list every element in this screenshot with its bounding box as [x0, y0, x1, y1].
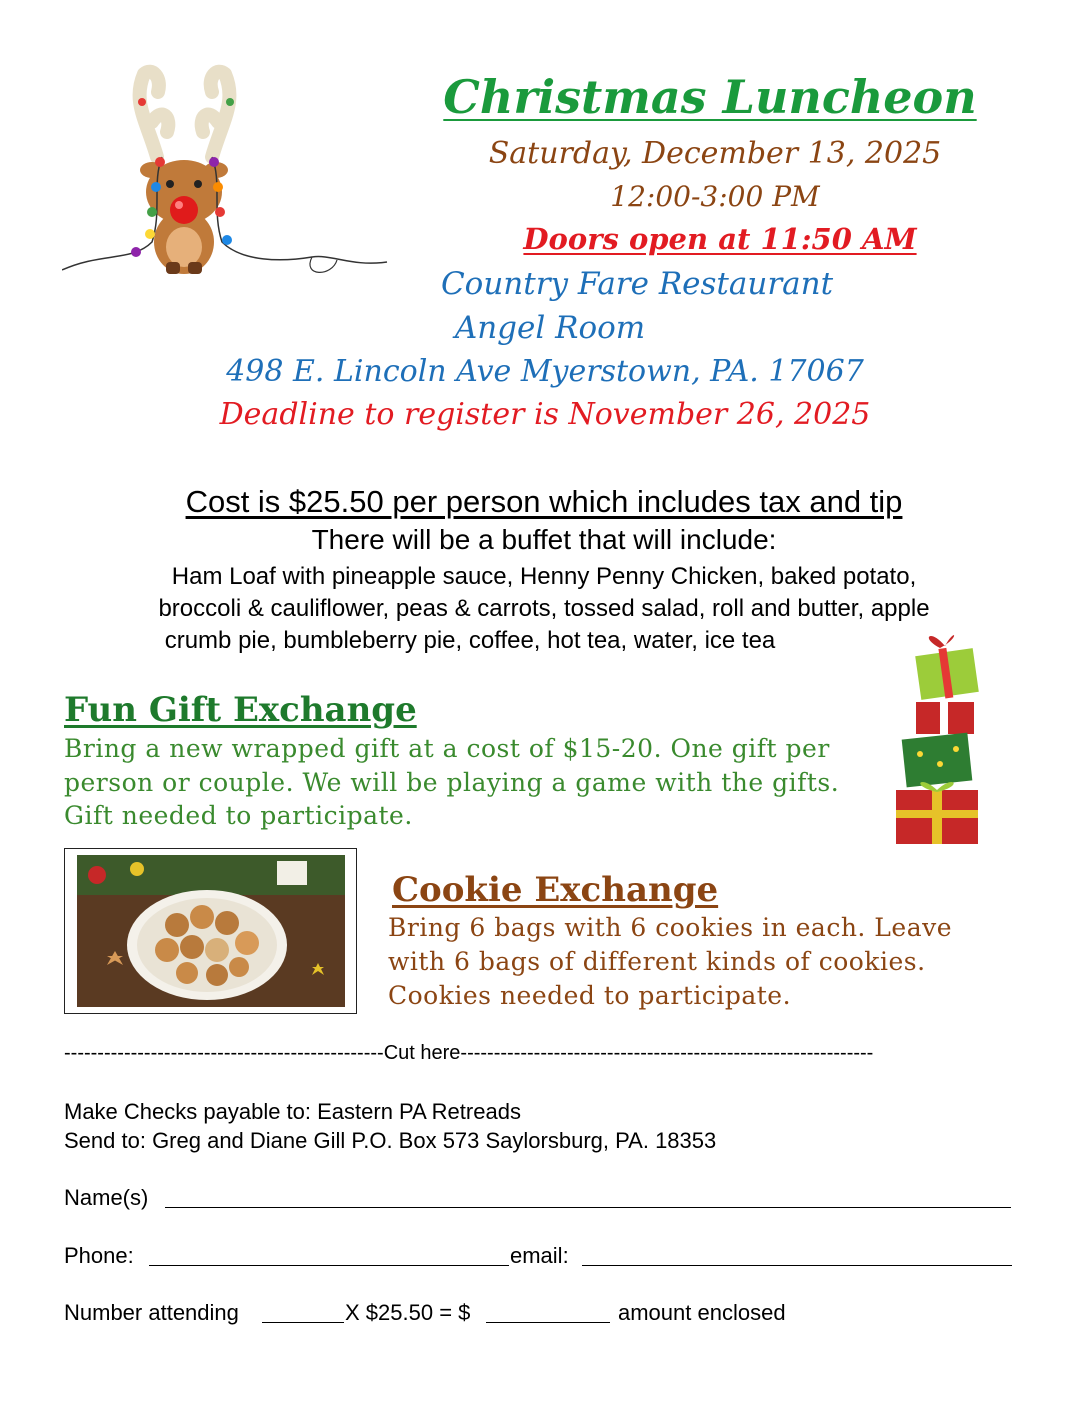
event-time: 12:00-3:00 PM	[610, 180, 820, 213]
cookie-photo-frame	[64, 848, 357, 1014]
phone-field[interactable]	[149, 1265, 509, 1266]
number-attending-label: Number attending	[64, 1300, 239, 1325]
gift-stack-illustration	[890, 624, 990, 850]
price-text: X $25.50 = $	[345, 1300, 471, 1325]
cookie-exchange-title: Cookie Exchange	[392, 870, 719, 910]
cut-label: Cut here	[383, 1042, 461, 1064]
name-field[interactable]	[165, 1207, 1011, 1208]
cookie-exchange-line: Bring 6 bags with 6 cookies in each. Leave	[388, 913, 953, 942]
cut-line	[64, 1042, 1022, 1065]
registration-deadline: Deadline to register is November 26, 2025	[219, 397, 871, 432]
cut-dashes: ------------------------------------------------	[64, 1042, 384, 1064]
doors-open: Doors open at 11:50 AM	[523, 222, 917, 256]
menu-line: Ham Loaf with pineapple sauce, Henny Penny Chicken, baked potato,	[171, 563, 917, 590]
gift-exchange-line: person or couple. We will be playing a game with the gifts.	[64, 768, 840, 797]
email-field[interactable]	[582, 1265, 1012, 1266]
cookie-exchange-line: with 6 bags of different kinds of cookies.	[388, 947, 926, 976]
cost-line: Cost is $25.50 per person which includes tax and tip	[185, 484, 903, 519]
amount-enclosed-label: amount enclosed	[618, 1300, 786, 1325]
cut-dashes: --------------------------------------------------------------	[460, 1042, 874, 1064]
room-name: Angel Room	[454, 310, 646, 346]
send-to: Send to: Greg and Diane Gill P.O. Box 573 Saylorsburg, PA. 18353	[64, 1128, 717, 1153]
checks-payable: Make Checks payable to: Eastern PA Retreads	[64, 1099, 521, 1124]
cookie-exchange-line: Cookies needed to participate.	[388, 981, 792, 1010]
gift-exchange-line: Bring a new wrapped gift at a cost of $15-20. One gift per	[64, 734, 830, 763]
gift-exchange-title: Fun Gift Exchange	[64, 690, 417, 730]
page-title: Christmas Luncheon	[443, 70, 977, 124]
number-attending-field[interactable]	[262, 1322, 344, 1323]
name-label: Name(s)	[64, 1185, 149, 1210]
gift-exchange-line: Gift needed to participate.	[64, 801, 413, 830]
cookie-photo	[77, 855, 345, 1007]
email-label: email:	[510, 1243, 569, 1268]
address: 498 E. Lincoln Ave Myerstown, PA. 17067	[226, 354, 864, 389]
event-date: Saturday, December 13, 2025	[488, 136, 942, 171]
buffet-intro: There will be a buffet that will include:	[311, 524, 777, 555]
amount-field[interactable]	[486, 1322, 610, 1323]
menu-line: broccoli & cauliflower, peas & carrots, tossed salad, roll and butter, apple	[158, 595, 930, 622]
menu-line: crumb pie, bumbleberry pie, coffee, hot tea, water, ice tea	[164, 627, 776, 654]
phone-label: Phone:	[64, 1243, 134, 1268]
reindeer-illustration	[62, 62, 392, 282]
restaurant-name: Country Fare Restaurant	[440, 266, 834, 302]
